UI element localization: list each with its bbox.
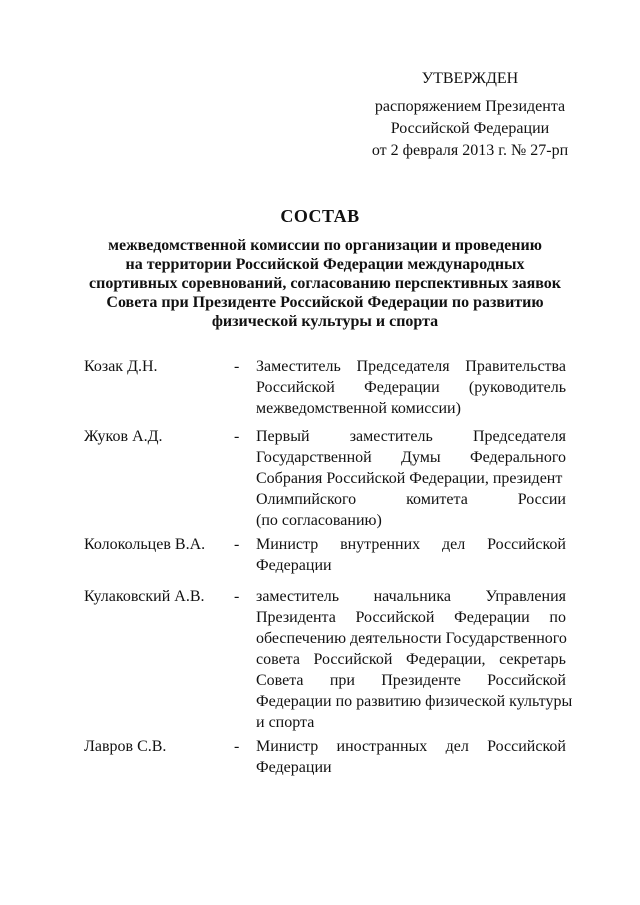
role-word: (руководитель [468,379,566,396]
role-word: Первый [256,428,310,445]
subtitle-line: физической культуры и спорта [211,313,439,330]
member-role [256,356,566,419]
role-line [256,489,566,510]
role-word: Российской [487,536,566,553]
approval-line: распоряжением Президента [374,98,566,115]
role-word: совета [256,651,300,668]
role-word: Председателя [356,358,450,375]
subtitle-line: на территории Российской Федерации международных [125,256,525,273]
role-line: межведомственной комиссии) [256,400,461,417]
role-word: Министр [256,738,319,755]
role-word: по [549,609,566,626]
role-line [256,426,566,447]
role-word: комитета [406,491,468,508]
approval-line: Российской Федерации [390,120,550,137]
member-role [256,586,573,733]
role-word: Олимпийского [256,491,357,508]
member-dash: - [234,536,240,553]
role-word: Российской [487,672,566,689]
role-line [256,649,566,670]
approval-title: УТВЕРЖДЕН [421,70,519,87]
role-word: Российской [355,609,435,626]
approval-line: от 2 февраля 2013 г. № 27-рп [371,142,569,159]
member-name: Лавров С.В. [84,738,167,755]
role-line [256,356,566,377]
role-line [256,736,566,757]
role-word: иностранных [336,738,428,755]
member-role [256,534,566,576]
role-line: (по согласованию) [256,512,382,529]
role-word: дел [445,738,469,755]
role-word: Государственной [256,449,372,466]
role-word: заместитель [349,428,433,445]
role-word: Российской [313,651,393,668]
member-dash: - [234,358,240,375]
role-word: Президенте [381,672,461,689]
subtitle-line: спортивных соревнований, согласованию перспективных заявок [89,275,561,292]
role-word: при [329,672,355,689]
role-word: Заместитель [256,358,341,375]
member-role [256,736,566,778]
role-line [256,534,566,555]
member-name: Жуков А.Д. [84,428,163,445]
role-word: Президента [256,609,336,626]
role-word: Совета [256,672,304,689]
document-subtitle [80,236,570,331]
role-line: Собрания Российской Федерации, президент [256,470,563,487]
role-line: Федерации [256,557,332,574]
subtitle-line: Совета при Президенте Российской Федерации по развитию [106,294,544,311]
member-name: Колокольцев В.А. [84,536,206,553]
subtitle-line: межведомственной комиссии по организации и проведению [108,237,542,254]
role-word: секретарь [499,651,566,668]
role-word: Министр [256,536,319,553]
role-word: заместитель [256,588,340,605]
role-word: Российской [256,379,335,396]
role-word: начальника [373,588,451,605]
role-line: обеспечению деятельности Государственного [256,630,567,647]
role-line: Федерации по развитию физической культуры [256,693,573,710]
role-word: Управления [485,588,566,605]
role-word: Федерации, [405,651,486,668]
member-dash: - [234,738,240,755]
role-word: Думы [401,449,441,466]
approval-stamp [330,68,610,162]
role-word: Федерации [454,609,530,626]
role-line [256,670,566,691]
role-line [256,377,566,398]
role-word: Правительства [465,358,566,375]
role-word: Федерального [469,449,566,466]
role-word: России [517,491,566,508]
member-dash: - [234,428,240,445]
role-word: Федерации [364,379,440,396]
role-line [256,447,566,468]
role-word: Российской [487,738,566,755]
role-line: Федерации [256,759,332,776]
member-name: Кулаковский А.В. [84,588,205,605]
role-word: Председателя [472,428,566,445]
role-line: и спорта [256,714,315,731]
member-dash: - [234,588,240,605]
member-name: Козак Д.Н. [84,358,158,375]
role-word: внутренних [340,536,421,553]
role-line [256,586,566,607]
member-role [256,426,566,531]
role-word: дел [442,536,466,553]
document-title: СОСТАВ [280,206,360,226]
role-line [256,607,566,628]
